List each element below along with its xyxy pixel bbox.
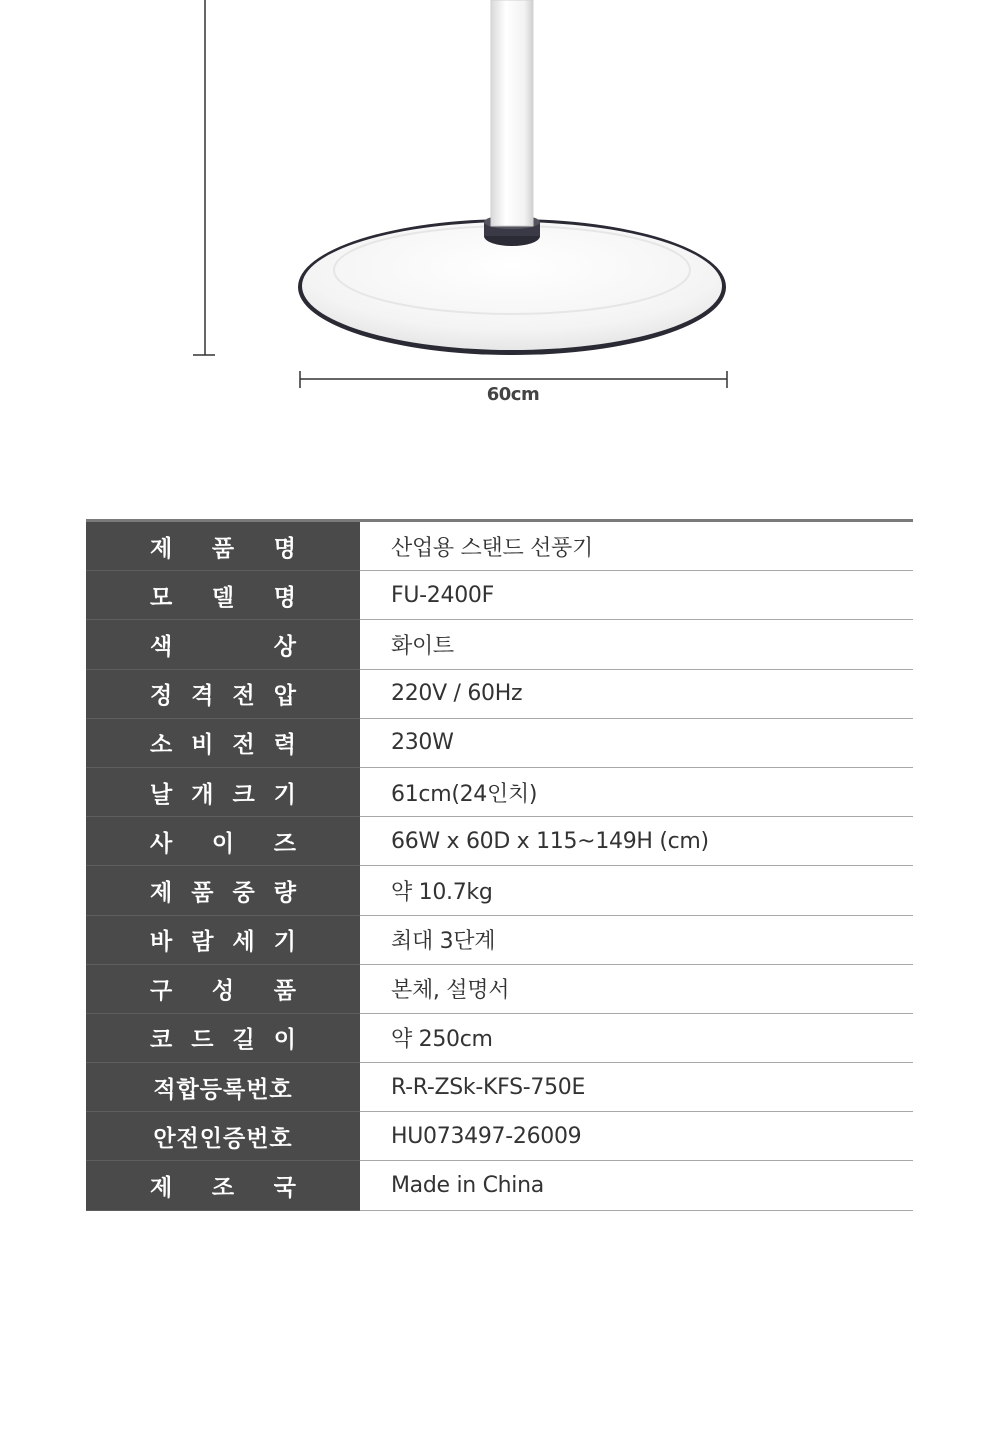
spec-row: [86, 670, 913, 719]
spec-label-cell: [86, 1161, 360, 1210]
spec-value: 230W: [391, 730, 454, 756]
spec-label-cell: [86, 522, 360, 571]
spec-label: 제 품 명: [150, 535, 296, 562]
product-image: [0, 0, 1000, 440]
fan-base-illustration: [0, 0, 1000, 440]
spec-label: 사 이 즈: [150, 830, 296, 857]
spec-row: [86, 719, 913, 768]
spec-label: 모 델 명: [150, 584, 296, 611]
spec-label: 코 드 길 이: [150, 1027, 296, 1054]
spec-value: 본체, 설명서: [391, 978, 510, 1004]
spec-value: R-R-ZSk-KFS-750E: [391, 1074, 586, 1100]
spec-label: 정 격 전 압: [150, 683, 296, 710]
spec-value: HU073497-26009: [391, 1123, 582, 1149]
spec-value: 220V / 60Hz: [391, 681, 523, 707]
spec-label-cell: [86, 1014, 360, 1063]
spec-label-cell: [86, 670, 360, 719]
pole: [491, 0, 533, 226]
width-dimension-label: 60cm: [486, 384, 540, 405]
spec-label-cell: [86, 571, 360, 620]
spec-value: 61cm(24인치): [391, 781, 538, 807]
spec-value: 66W x 60D x 115~149H (cm): [391, 828, 709, 854]
spec-row: [86, 1161, 913, 1210]
spec-label: 적합등록번호: [153, 1076, 293, 1103]
spec-label-cell: [86, 965, 360, 1014]
spec-row: [86, 1063, 913, 1112]
spec-label: 안전인증번호: [153, 1125, 293, 1152]
spec-label-cell: [86, 866, 360, 915]
spec-label: 바 람 세 기: [150, 929, 296, 956]
spec-row: [86, 916, 913, 965]
spec-value: 산업용 스탠드 선풍기: [391, 535, 593, 561]
spec-label: 구 성 품: [150, 978, 296, 1005]
spec-row: [86, 522, 913, 571]
spec-label-cell: [86, 719, 360, 768]
spec-value: 최대 3단계: [391, 929, 496, 955]
spec-label: 날 개 크 기: [150, 781, 296, 808]
spec-label-cell: [86, 1063, 360, 1112]
spec-row: [86, 866, 913, 915]
spec-value: 약 10.7kg: [391, 879, 493, 905]
spec-row: [86, 571, 913, 620]
spec-value: 화이트: [391, 633, 454, 659]
spec-row: [86, 620, 913, 669]
spec-value: FU-2400F: [391, 582, 494, 608]
spec-label: 제 조 국: [150, 1175, 296, 1202]
spec-value: 약 250cm: [391, 1027, 493, 1053]
spec-row: [86, 817, 913, 866]
spec-table: [86, 519, 913, 1211]
spec-label-cell: [86, 620, 360, 669]
spec-value: Made in China: [391, 1173, 544, 1199]
spec-label: 소 비 전 력: [150, 732, 296, 759]
spec-label-cell: [86, 817, 360, 866]
spec-label-cell: [86, 768, 360, 817]
spec-row: [86, 768, 913, 817]
spec-label-cell: [86, 916, 360, 965]
spec-row: [86, 965, 913, 1014]
spec-row: [86, 1112, 913, 1161]
spec-label: 제 품 중 량: [150, 879, 296, 906]
spec-row: [86, 1014, 913, 1063]
spec-label-cell: [86, 1112, 360, 1161]
spec-label: 색 상: [150, 633, 296, 660]
